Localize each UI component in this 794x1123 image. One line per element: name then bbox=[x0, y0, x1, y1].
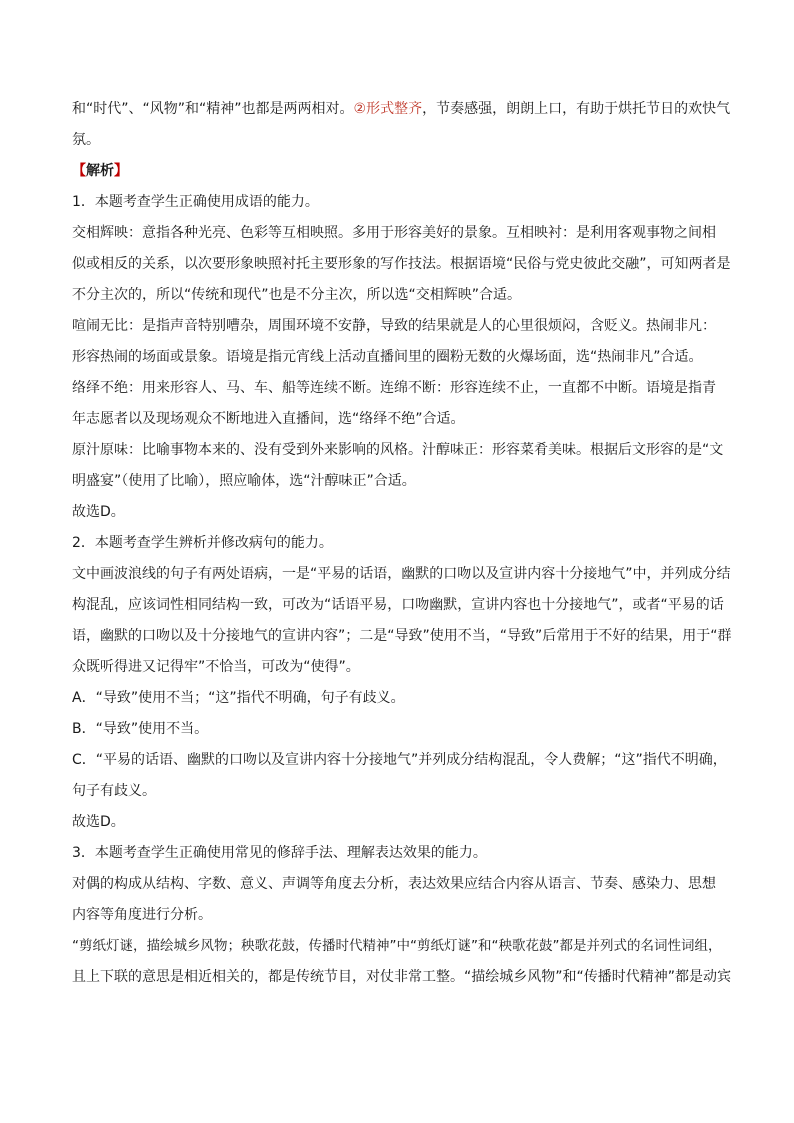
text-line: 明盛宴”（使用了比喻），照应喻体，选“汁醇味正”合适。 bbox=[72, 473, 416, 489]
text-line: B．“导致”使用不当。 bbox=[72, 721, 209, 737]
text-line: C．“平易的话语、幽默的口吻以及宣讲内容十分接地气”并列成分结构混乱，令人费解；“这”指代不明确， bbox=[72, 752, 727, 768]
text-line: 交相辉映：意指各种光亮、色彩等互相映照。多用于形容美好的景象。互相映衬：是利用客观事物之间相 bbox=[72, 225, 716, 241]
analysis-heading: 【解析】 bbox=[72, 163, 128, 179]
text-line: 对偶的构成从结构、字数、意义、声调等角度去分析，表达效果应结合内容从语言、节奏、感染力、思想 bbox=[72, 876, 716, 892]
text-line: 氛。 bbox=[72, 132, 100, 148]
document-body bbox=[72, 94, 732, 993]
text-line: 年志愿者以及现场观众不断地进入直播间，选“络绎不绝”合适。 bbox=[72, 411, 465, 427]
text-line: 原汁原味：比喻事物本来的、没有受到外来影响的风格。汁醇味正：形容菜肴美味。根据后文形容的是“文 bbox=[72, 442, 724, 458]
text-line: 2．本题考查学生辨析并修改病句的能力。 bbox=[72, 535, 333, 551]
text-line: 内容等角度进行分析。 bbox=[72, 907, 212, 923]
text-line: 语，幽默的口吻以及十分接地气的宣讲内容”；二是“导致”使用不当，“导致”后常用于不好的结果，用于“群 bbox=[72, 628, 732, 644]
text-line: 故选D。 bbox=[72, 504, 125, 520]
text-line: 1．本题考查学生正确使用成语的能力。 bbox=[72, 194, 319, 210]
text-line: 3．本题考查学生正确使用常见的修辞手法、理解表达效果的能力。 bbox=[72, 845, 487, 861]
text-line: 喧闹无比：是指声音特别嘈杂，周围环境不安静，导致的结果就是人的心里很烦闷，含贬义。热闹非凡： bbox=[72, 318, 716, 334]
text-line: 络绎不绝：用来形容人、马、车、船等连续不断。连绵不断：形容连续不止，一直都不中断。语境是指青 bbox=[72, 380, 716, 396]
text-line: 文中画波浪线的句子有两处语病，一是“平易的话语，幽默的口吻以及宣讲内容十分接地气”中，并列成分结 bbox=[72, 566, 731, 582]
text-line: “剪纸灯谜，描绘城乡风物；秧歌花鼓，传播时代精神”中“剪纸灯谜”和“秧歌花鼓”都是并列式的名词性词组， bbox=[72, 938, 722, 954]
text-line: 似或相反的关系，以次要形象映照衬托主要形象的写作技法。根据语境“民俗与党史彼此交融”，可知两者是 bbox=[72, 256, 731, 272]
text-line: A．“导致”使用不当；“这”指代不明确，句子有歧义。 bbox=[72, 690, 405, 706]
text-line: 构混乱，应该词性相同结构一致，可改为“话语平易，口吻幽默，宣讲内容也十分接地气”，或者“平易的话 bbox=[72, 597, 724, 613]
text-line: 且上下联的意思是相近相关的，都是传统节目，对仗非常工整。“描绘城乡风物”和“传播时代精神”都是动宾 bbox=[72, 969, 732, 985]
text-line: 众既听得进又记得牢”不恰当，可改为“使得”。 bbox=[72, 659, 360, 675]
text-line: 和“时代”、“风物”和“精神”也都是两两相对。②形式整齐，节奏感强，朗朗上口，有助于烘托节日的欢快气 bbox=[72, 101, 731, 117]
text-line: 不分主次的，所以“传统和现代”也是不分主次，所以选“交相辉映”合适。 bbox=[72, 287, 522, 303]
text-line: 故选D。 bbox=[72, 814, 125, 830]
text-line: 形容热闹的场面或景象。语境是指元宵线上活动直播间里的圈粉无数的火爆场面，选“热闹非凡”合适。 bbox=[72, 349, 703, 365]
text-line: 句子有歧义。 bbox=[72, 783, 156, 799]
highlighted-answer: ②形式整齐 bbox=[353, 101, 423, 117]
